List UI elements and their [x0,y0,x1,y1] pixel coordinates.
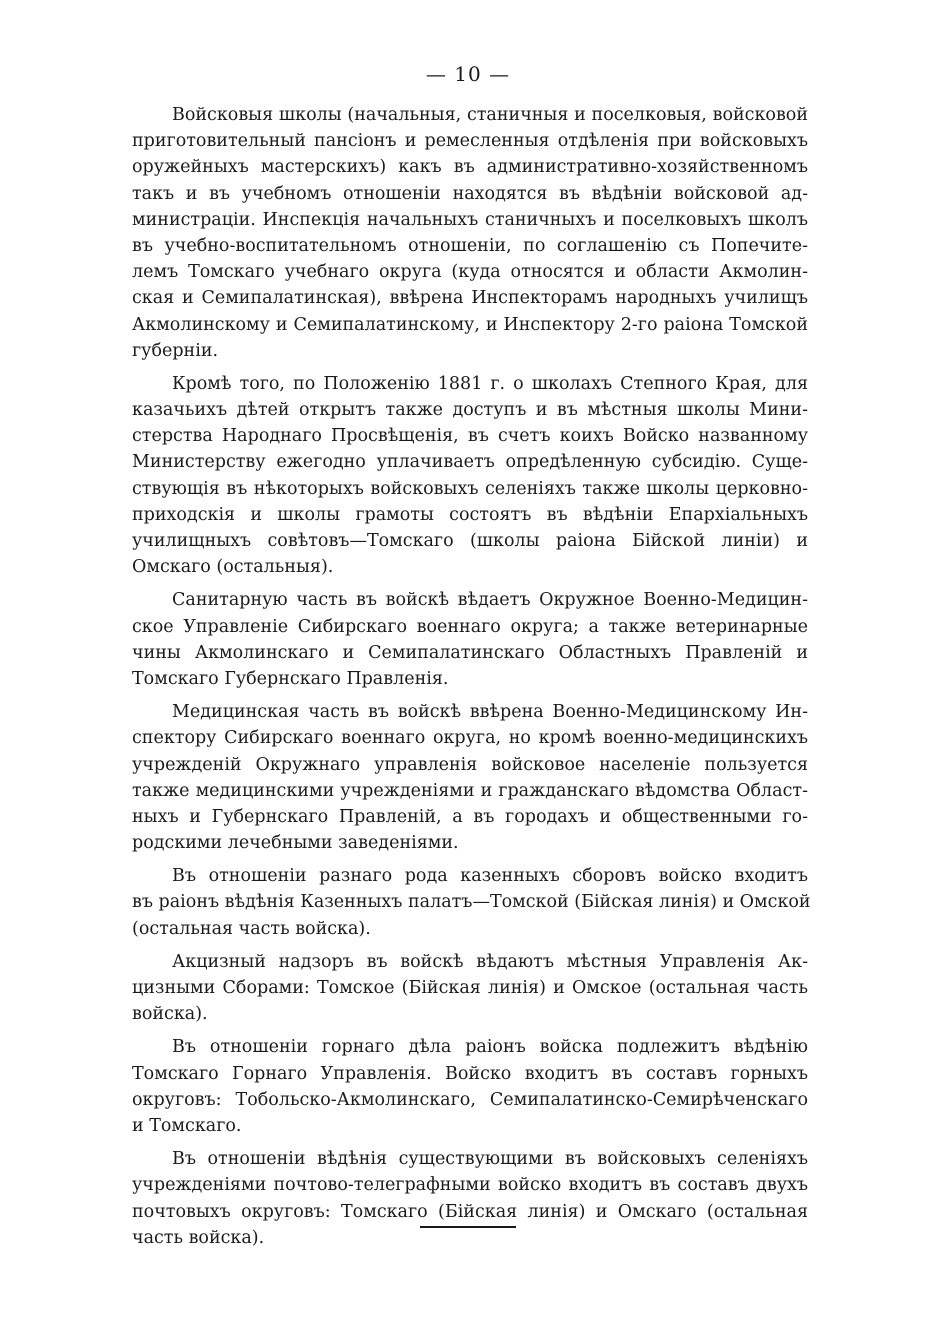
body-text [132,102,811,1251]
text-line: округовъ: Тобольско-Акмолинскаго, Семипалатинско-Семирѣченскаго [132,1089,808,1110]
text-line: родскими лечебными заведеніями. [132,833,459,854]
paragraph [132,949,808,1028]
text-line: казачьихъ дѣтей открытъ также доступъ и въ мѣстныя школы Мини- [132,400,808,421]
text-line: губерніи. [132,340,219,361]
closing-rule [420,1226,516,1228]
text-line: оружейныхъ мастерскихъ) какъ въ административно-хозяйственномъ [132,157,808,178]
text-line: Акцизный надзоръ въ войскѣ вѣдаютъ мѣстныя Управленія Ак- [172,951,808,972]
text-line: чины Акмолинскаго и Семипалатинскаго Областныхъ Правленій и [132,642,808,663]
text-line: спектору Сибирскаго военнаго округа, но кромѣ военно-медицинскихъ [132,728,808,749]
text-line: училищныхъ совѣтовъ—Томскаго (школы раіона Бійской линіи) и [132,531,808,551]
text-line: Въ отношеніи разнаго рода казенныхъ сборовъ войско входитъ [172,866,808,887]
text-line: Войсковыя школы (начальныя, станичныя и поселковыя, войсковой [172,105,808,125]
text-line: въ учебно-воспитательномъ отношеніи, по соглашенію съ Попечите- [132,235,808,256]
page-number: — 10 — [425,62,511,86]
paragraph [132,587,808,692]
paragraph [132,1146,808,1251]
text-line: также медицинскими учрежденіями и гражданскаго вѣдомства Облаcт- [132,780,808,801]
text-line: въ раіонъ вѣдѣнія Казенныхъ палатъ—Томской (Бійская линія) и Омской [132,892,811,913]
text-line: Томскаго Губернскаго Правленія. [132,668,449,689]
text-line: и Томскаго. [132,1115,242,1136]
text-line: Акмолинскому и Семипалатинскому, и Инспектору 2-го раіона Томской [132,314,808,335]
text-line: Въ отношеніи вѣдѣнія существующими въ войсковыхъ селеніяхъ [172,1149,808,1170]
text-line: учрежденій Окружнаго управленія войсковое населеніе пользуется [132,754,808,775]
text-line: Кромѣ того, по Положенію 1881 г. о школахъ Степного Края, для [172,373,808,394]
paragraph [132,699,808,856]
text-line: войска). [132,1004,208,1025]
paragraph [132,1034,808,1139]
paragraph [132,371,808,581]
text-line: почтовыхъ округовъ: Томскаго (Бійская линія) и Омскаго (остальная [132,1201,808,1222]
text-line: Въ отношеніи горнаго дѣла раіонъ войска подлежитъ вѣдѣнію [172,1037,808,1058]
text-line: ское Управленіе Сибирскаго военнаго округа; а также ветеринарные [132,616,808,637]
text-line: министраціи. Инспекція начальныхъ станичныхъ и поселковыхъ школъ [132,209,808,230]
text-line: Томскаго Горнаго Управленія. Войско входитъ въ составъ горныхъ [132,1063,808,1084]
text-line: приходскія и школы грамоты состоятъ въ вѣдѣніи Епархіальныхъ [132,504,808,525]
text-line: Омскаго (остальныя). [132,557,334,578]
text-line: Санитарную часть въ войскѣ вѣдаетъ Окружное Военно-Медицин- [172,590,808,611]
text-line: приготовительный пансіонъ и ремесленныя отдѣленія при войсковыхъ [132,131,808,152]
text-line: стерства Народнаго Просвѣщенія, въ счетъ коихъ Войско названному [132,426,808,447]
text-line: Медицинская часть въ войскѣ ввѣрена Военно-Медицинскому Ин- [172,702,808,723]
text-line: лемъ Томскаго учебнаго округа (куда относятся и области Акмолин- [132,262,808,283]
text-line: часть войска). [132,1227,265,1248]
paragraph [132,102,808,364]
text-line: учрежденіями почтово-телеграфными войско входитъ въ составъ двухъ [132,1175,808,1196]
text-line: Министерству ежегодно уплачиваетъ опредѣленную субсидію. Суще- [132,452,808,473]
paragraph [132,863,811,942]
text-line: ствующія въ нѣкоторыхъ войсковыхъ селеніяхъ также школы церковно- [132,478,808,499]
text-line: цизными Сборами: Томское (Бійская линія) и Омское (остальная часть [132,978,808,998]
text-line: ныхъ и Губернскаго Правленій, а въ городахъ и общественными го- [132,806,808,827]
text-line: ская и Семипалатинская), ввѣрена Инспекторамъ народныхъ училищъ [132,288,808,309]
text-line: (остальная часть войска). [132,918,371,939]
text-line: такъ и въ учебномъ отношеніи находятся въ вѣдѣніи войсковой ад- [132,183,808,204]
